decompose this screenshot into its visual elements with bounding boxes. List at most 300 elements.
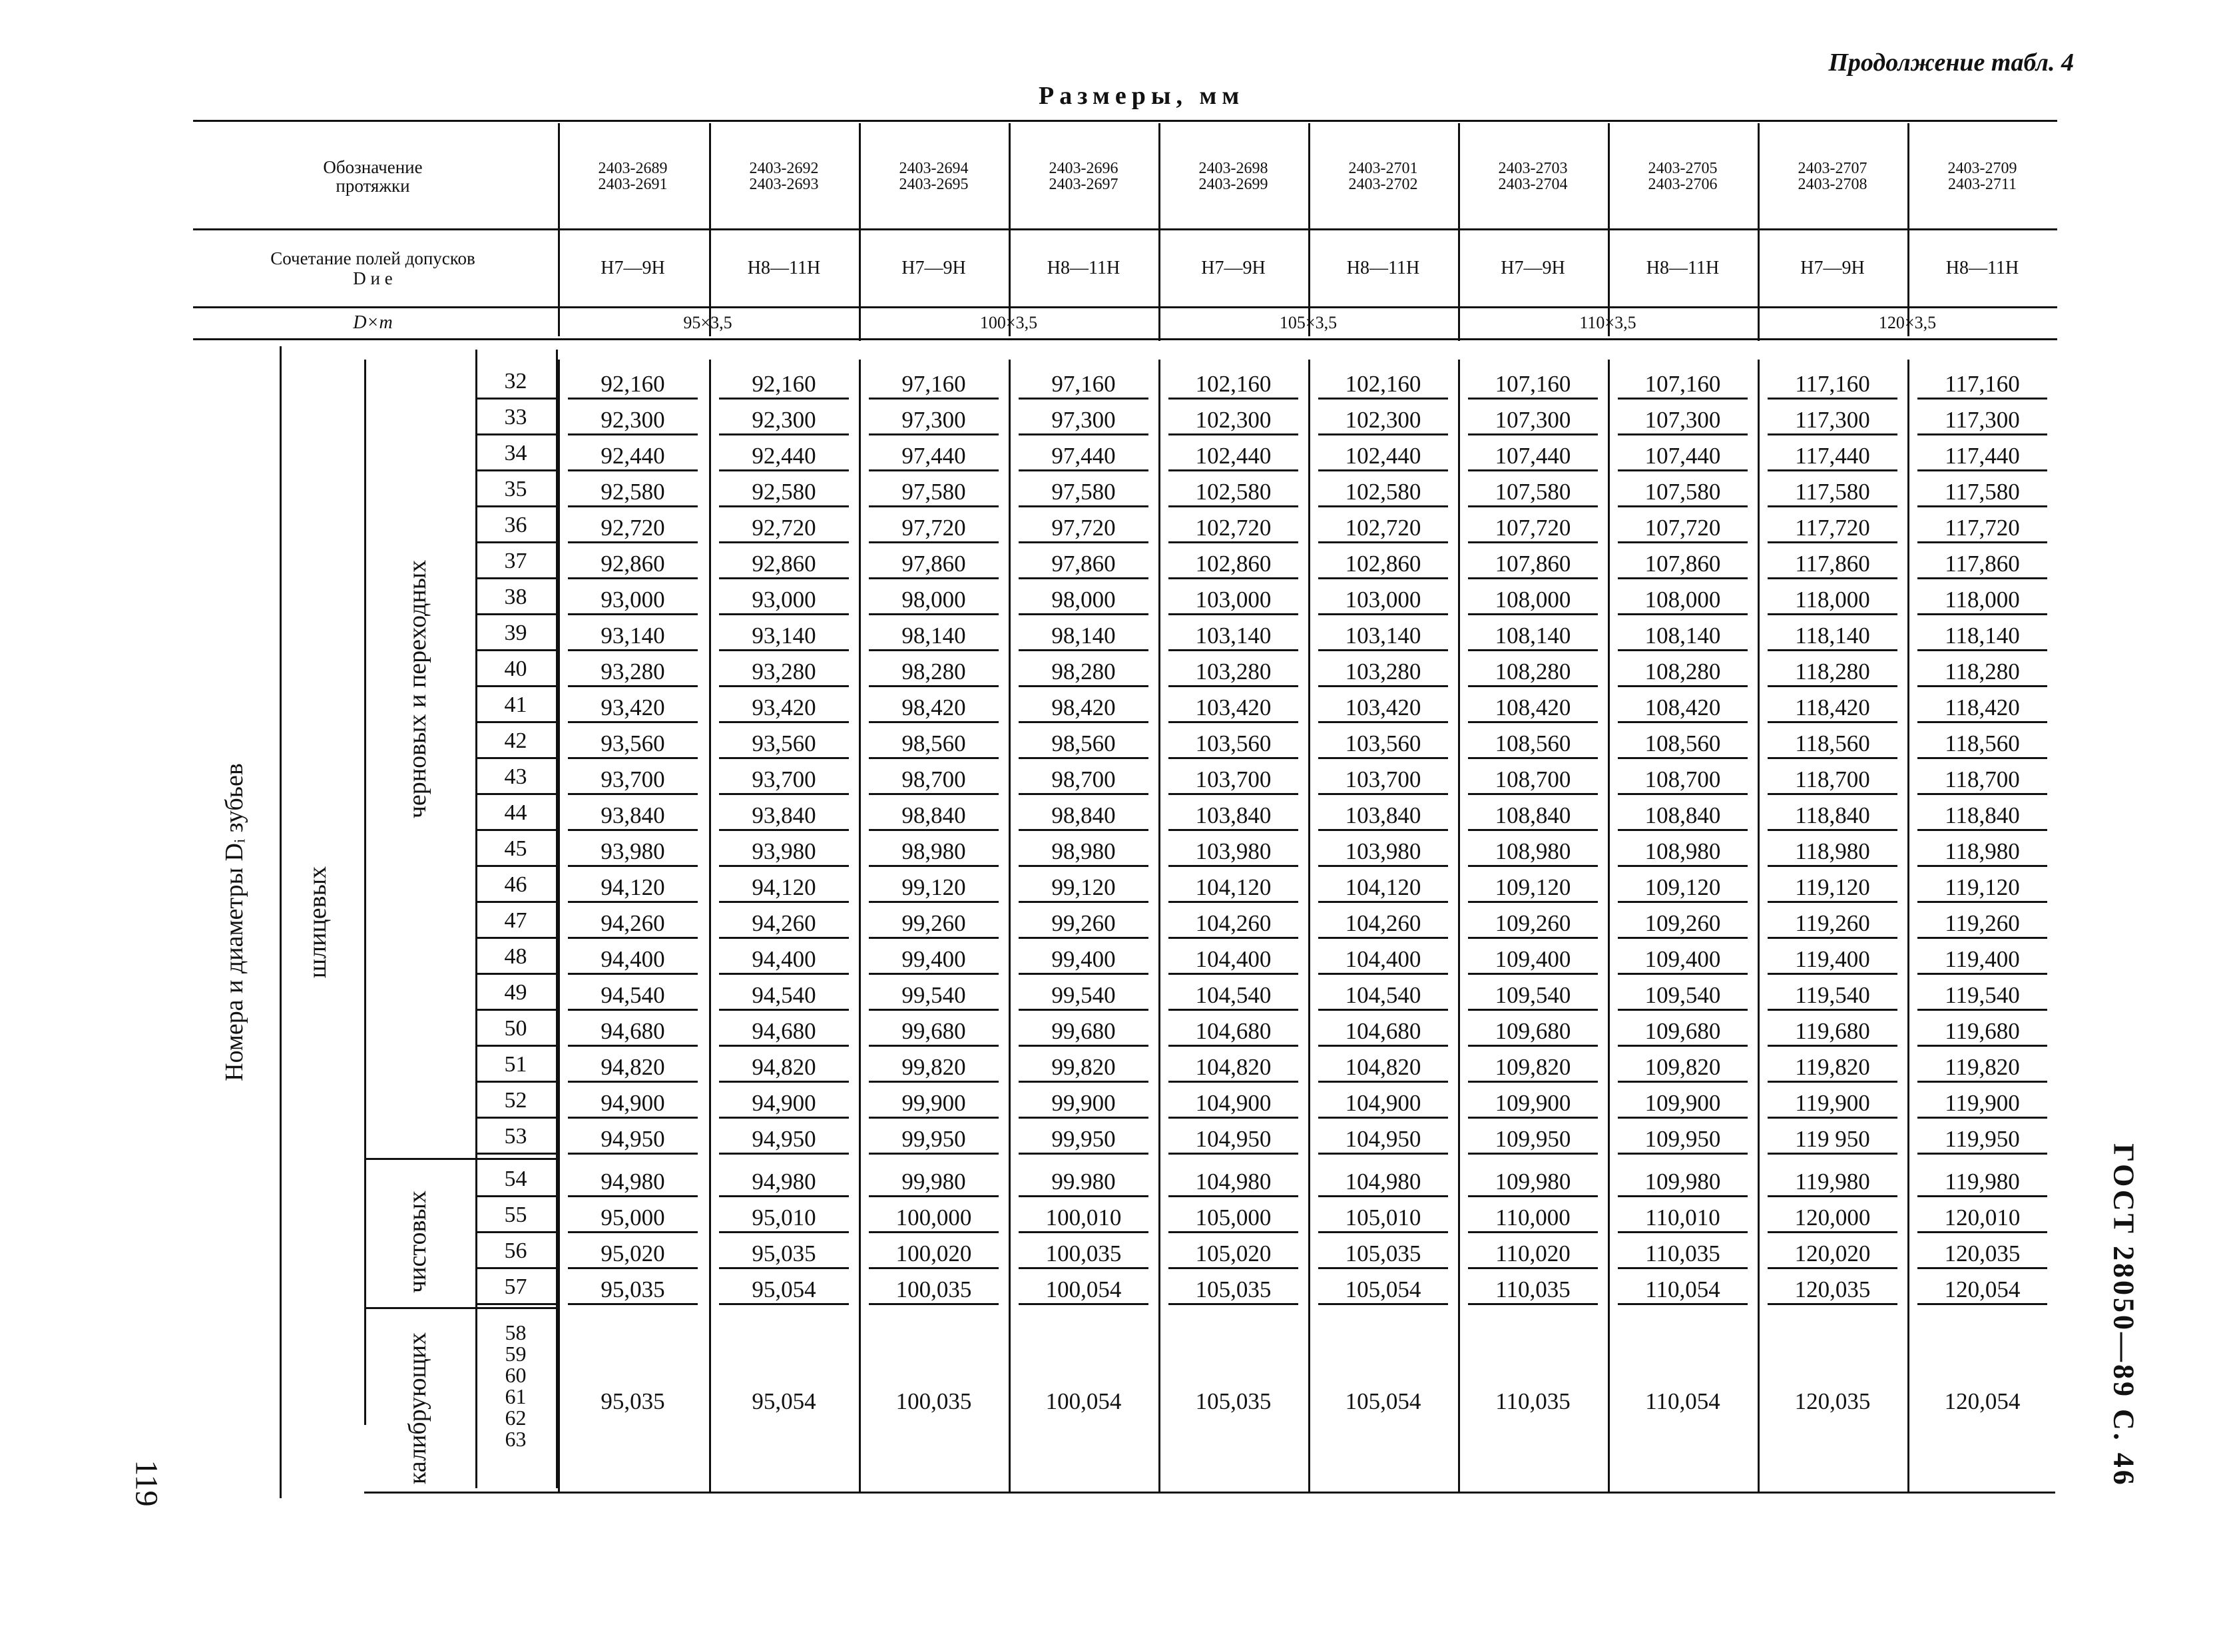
- rule-line: [1468, 793, 1598, 795]
- rule-line: [475, 1303, 556, 1305]
- header-tolerance-8: H7—9H: [1800, 257, 1865, 278]
- table-cell: 108,560: [1644, 730, 1721, 756]
- table-cell: 118,420: [1795, 694, 1870, 720]
- rule-line: [1917, 469, 2047, 471]
- table-cell: 119,980: [1795, 1169, 1870, 1195]
- table-cell: 118,700: [1795, 766, 1870, 792]
- table-cell: 98,140: [901, 623, 966, 649]
- rule-line: [1318, 1117, 1448, 1119]
- table-cell: 120,020: [1794, 1240, 1871, 1266]
- table-cell: 93,700: [752, 766, 816, 792]
- rule-line: [869, 1117, 999, 1119]
- rule-line: [1158, 360, 1160, 1492]
- rule-line: [1468, 865, 1598, 867]
- table-cell: 102,860: [1345, 551, 1421, 577]
- table-cell: 94,980: [752, 1169, 816, 1195]
- page-number: 119: [128, 1460, 164, 1507]
- rule-line: [719, 505, 849, 507]
- rule-line: [1019, 613, 1148, 615]
- rule-line: [1318, 1267, 1448, 1269]
- rule-line: [1019, 1267, 1148, 1269]
- rule-line: [475, 433, 556, 435]
- rule-line: [568, 1117, 698, 1119]
- rule-line: [568, 1231, 698, 1233]
- table-cell: 102,440: [1195, 443, 1272, 469]
- rule-line: [869, 721, 999, 723]
- table-cell: 119,120: [1795, 874, 1870, 900]
- table-cell: 108,420: [1644, 694, 1721, 720]
- rule-line: [1019, 505, 1148, 507]
- rule-line: [1318, 937, 1448, 939]
- rule-line: [568, 973, 698, 975]
- rule-line: [568, 721, 698, 723]
- rule-line: [719, 685, 849, 687]
- table-cell: 95,054: [752, 1276, 816, 1302]
- rule-line: [475, 973, 556, 975]
- left-label-finish: чистовых: [403, 1191, 431, 1293]
- table-cell: 109,820: [1495, 1054, 1571, 1080]
- rule-line: [1168, 1009, 1298, 1011]
- table-cell: 93,560: [601, 730, 665, 756]
- table-cell: 104,120: [1345, 874, 1421, 900]
- table-cell: 119,260: [1795, 910, 1870, 936]
- rule-line: [475, 649, 556, 651]
- table-cell: 119,540: [1945, 982, 2020, 1008]
- table-cell: 120,054: [1944, 1276, 2021, 1302]
- table-cell: 95,010: [752, 1205, 816, 1231]
- rule-line: [1917, 829, 2047, 831]
- table-cell: 98,420: [901, 694, 966, 720]
- table-cell: 92,860: [601, 551, 665, 577]
- rule-line: [1168, 1267, 1298, 1269]
- rule-line: [1618, 721, 1748, 723]
- rule-line: [1768, 1303, 1897, 1305]
- table-cell: 105,020: [1195, 1240, 1272, 1266]
- table-cell: 110,010: [1645, 1205, 1720, 1231]
- table-cell: 98,700: [1051, 766, 1116, 792]
- rule-line: [1019, 1303, 1148, 1305]
- rule-line: [1318, 649, 1448, 651]
- table-cell: 117,300: [1795, 407, 1870, 433]
- rule-line: [869, 685, 999, 687]
- rule-line: [1468, 1231, 1598, 1233]
- table-cell: 104,680: [1195, 1018, 1272, 1044]
- rule-line: [869, 901, 999, 903]
- table-cell: 97,720: [901, 515, 966, 541]
- rule-line: [719, 1081, 849, 1083]
- tooth-number: 40: [504, 657, 527, 681]
- table-cell: 95,020: [601, 1240, 665, 1266]
- table-cell: 107,580: [1644, 479, 1721, 505]
- table-cell: 98,980: [1051, 838, 1116, 864]
- table-cell: 102,300: [1345, 407, 1421, 433]
- table-cell: 94,120: [752, 874, 816, 900]
- table-cell: 118,980: [1945, 838, 2020, 864]
- table-cell: 118,280: [1795, 659, 1870, 685]
- table-cell: 108,700: [1495, 766, 1571, 792]
- table-cell: 103,700: [1195, 766, 1272, 792]
- table-cell: 103,980: [1345, 838, 1421, 864]
- table-cell: 92,440: [601, 443, 665, 469]
- rule-line: [1168, 577, 1298, 579]
- rule-line: [1618, 1081, 1748, 1083]
- rule-line: [1618, 1195, 1748, 1197]
- rule-line: [869, 865, 999, 867]
- table-cell: 120,035: [1944, 1240, 2021, 1266]
- rule-line: [568, 829, 698, 831]
- table-cell: 99,820: [901, 1054, 966, 1080]
- table-cell: 102,720: [1195, 515, 1272, 541]
- rule-line: [1318, 1081, 1448, 1083]
- rule-line: [1019, 829, 1148, 831]
- rule-line: [1768, 973, 1897, 975]
- table-cell: 108,700: [1644, 766, 1721, 792]
- table-cell: 94,900: [601, 1090, 665, 1116]
- rule-line: [1768, 649, 1897, 651]
- rule-line: [719, 1231, 849, 1233]
- table-cell: 100,000: [895, 1205, 972, 1231]
- table-cell: 119,400: [1945, 946, 2020, 972]
- rule-line: [568, 541, 698, 543]
- rule-line: [1468, 757, 1598, 759]
- table-cell: 92,160: [601, 371, 665, 397]
- rule-line: [869, 793, 999, 795]
- rule-line: [475, 577, 556, 579]
- rule-line: [1608, 360, 1610, 1492]
- rule-line: [869, 649, 999, 651]
- rule-line: [1618, 1153, 1748, 1155]
- table-cell: 104,400: [1345, 946, 1421, 972]
- table-cell: 93,140: [752, 623, 816, 649]
- header-designation-label: Обозначение протяжки: [323, 157, 423, 196]
- tooth-number: 51: [504, 1052, 527, 1077]
- table-cell: 103,840: [1195, 802, 1272, 828]
- table-cell: 98,560: [1051, 730, 1116, 756]
- header-dxm-4: 120×3,5: [1878, 313, 1937, 332]
- rule-line: [1318, 1045, 1448, 1047]
- rule-line: [1618, 1045, 1748, 1047]
- table-cell: 92,440: [752, 443, 816, 469]
- rule-line: [1917, 1009, 2047, 1011]
- table-cell: 105,010: [1345, 1205, 1421, 1231]
- table-cell: 97,300: [901, 407, 966, 433]
- rule-line: [1618, 685, 1748, 687]
- table-cell: 119,900: [1945, 1090, 2020, 1116]
- rule-line: [869, 541, 999, 543]
- rule-line: [568, 1153, 698, 1155]
- table-cell: 107,440: [1495, 443, 1571, 469]
- rule-line: [1768, 721, 1897, 723]
- rule-line: [475, 757, 556, 759]
- rule-line: [1019, 685, 1148, 687]
- rule-line: [568, 1009, 698, 1011]
- rule-line: [1019, 793, 1148, 795]
- tooth-number: 52: [504, 1088, 527, 1113]
- table-cell: 99,540: [1051, 982, 1116, 1008]
- table-cell: 93,280: [601, 659, 665, 685]
- table-cell: 118,280: [1945, 659, 2020, 685]
- table-cell: 120,000: [1794, 1205, 1871, 1231]
- rule-line: [1318, 541, 1448, 543]
- rule-line: [1468, 685, 1598, 687]
- table-cell: 92,580: [601, 479, 665, 505]
- header-tolerance-2: H7—9H: [901, 257, 966, 278]
- rule-line: [568, 505, 698, 507]
- rule-line: [709, 360, 711, 1492]
- table-cell: 98,000: [1051, 587, 1116, 613]
- rule-line: [869, 1303, 999, 1305]
- tooth-number: 36: [504, 513, 527, 537]
- rule-line: [1917, 398, 2047, 400]
- rule-line: [1458, 360, 1460, 1492]
- rule-line: [1019, 1195, 1148, 1197]
- table-cell: 109,120: [1495, 874, 1571, 900]
- rule-line: [1917, 1195, 2047, 1197]
- rule-line: [1318, 793, 1448, 795]
- table-cell: 99,400: [901, 946, 966, 972]
- rule-line: [1618, 1117, 1748, 1119]
- rule-line: [1168, 1081, 1298, 1083]
- rule-line: [1768, 757, 1897, 759]
- table-cell: 99,900: [1051, 1090, 1116, 1116]
- calibrating-value: 110,054: [1645, 1388, 1720, 1414]
- table-cell: 119,540: [1795, 982, 1870, 1008]
- rule-line: [1917, 1081, 2047, 1083]
- table-cell: 119,820: [1795, 1054, 1870, 1080]
- rule-line: [1917, 1045, 2047, 1047]
- rule-line: [1768, 1267, 1897, 1269]
- rule-line: [869, 1267, 999, 1269]
- tooth-number: 45: [504, 836, 527, 861]
- table-cell: 102,580: [1195, 479, 1272, 505]
- rule-line: [475, 721, 556, 723]
- rule-line: [869, 973, 999, 975]
- table-cell: 104,540: [1345, 982, 1421, 1008]
- table-cell: 103,140: [1345, 623, 1421, 649]
- table-cell: 98,140: [1051, 623, 1116, 649]
- standard-side-title: ГОСТ 28050—89 С. 46: [2107, 1143, 2140, 1488]
- rule-line: [869, 433, 999, 435]
- table-cell: 117,440: [1945, 443, 2020, 469]
- table-cell: 119,260: [1945, 910, 2020, 936]
- table-cell: 98,560: [901, 730, 966, 756]
- table-cell: 110,035: [1645, 1240, 1720, 1266]
- rule-line: [1917, 613, 2047, 615]
- table-cell: 93,700: [601, 766, 665, 792]
- rule-line: [1618, 1009, 1748, 1011]
- rule-line: [1168, 757, 1298, 759]
- left-label-calibrating: калибрующих: [403, 1332, 431, 1485]
- rule-line: [1468, 937, 1598, 939]
- table-cell: 104,820: [1345, 1054, 1421, 1080]
- rule-line: [1917, 1231, 2047, 1233]
- tooth-number: 38: [504, 585, 527, 609]
- table-cell: 94,680: [601, 1018, 665, 1044]
- table-cell: 109,950: [1495, 1126, 1571, 1152]
- rule-line: [475, 469, 556, 471]
- table-cell: 109,680: [1495, 1018, 1571, 1044]
- rule-line: [1019, 398, 1148, 400]
- table-cell: 109,260: [1644, 910, 1721, 936]
- rule-line: [1318, 1195, 1448, 1197]
- rule-line: [869, 1195, 999, 1197]
- table-cell: 118,140: [1945, 623, 2020, 649]
- rule-line: [719, 1303, 849, 1305]
- tooth-number: 56: [504, 1239, 527, 1263]
- table-cell: 98,700: [901, 766, 966, 792]
- rule-line: [1618, 505, 1748, 507]
- rule-line: [1917, 577, 2047, 579]
- table-cell: 104,400: [1195, 946, 1272, 972]
- rule-line: [1758, 360, 1760, 1492]
- rule-line: [1468, 577, 1598, 579]
- rule-line: [719, 901, 849, 903]
- rule-line: [1468, 613, 1598, 615]
- rule-line: [1468, 901, 1598, 903]
- table-cell: 108,140: [1495, 623, 1571, 649]
- rule-line: [719, 865, 849, 867]
- table-cell: 102,860: [1195, 551, 1272, 577]
- rule-line: [1168, 433, 1298, 435]
- header-tolerance-5: H8—11H: [1346, 257, 1420, 278]
- rule-line: [364, 1158, 557, 1160]
- rule-line: [1768, 1009, 1897, 1011]
- table-cell: 107,720: [1495, 515, 1571, 541]
- header-dxm-0: 95×3,5: [683, 313, 732, 332]
- table-cell: 93,420: [601, 694, 665, 720]
- table-cell: 94,400: [601, 946, 665, 972]
- rule-line: [1768, 1117, 1897, 1119]
- rule-line: [1318, 973, 1448, 975]
- rule-line: [719, 1009, 849, 1011]
- rule-line: [719, 937, 849, 939]
- rule-line: [193, 338, 2057, 340]
- rule-line: [1468, 541, 1598, 543]
- table-cell: 99,680: [901, 1018, 966, 1044]
- rule-line: [475, 1153, 556, 1155]
- table-cell: 108,560: [1495, 730, 1571, 756]
- table-cell: 108,000: [1644, 587, 1721, 613]
- table-cell: 118,700: [1945, 766, 2020, 792]
- rule-line: [1768, 469, 1897, 471]
- rule-line: [1318, 613, 1448, 615]
- rule-line: [1618, 937, 1748, 939]
- tooth-number: 37: [504, 549, 527, 573]
- table-cell: 102,580: [1345, 479, 1421, 505]
- tooth-number: 55: [504, 1203, 527, 1227]
- rule-line: [1019, 973, 1148, 975]
- rule-line: [1318, 1153, 1448, 1155]
- rule-line: [1168, 649, 1298, 651]
- rule-line: [568, 865, 698, 867]
- tooth-number: 50: [504, 1016, 527, 1041]
- table-cell: 92,720: [752, 515, 816, 541]
- rule-line: [1468, 1045, 1598, 1047]
- rule-line: [1468, 1267, 1598, 1269]
- rule-line: [869, 613, 999, 615]
- table-cell: 93,980: [752, 838, 816, 864]
- table-cell: 109,120: [1644, 874, 1721, 900]
- rule-line: [568, 433, 698, 435]
- calibrating-value: 95,035: [601, 1388, 665, 1414]
- table-cell: 117,580: [1945, 479, 2020, 505]
- rule-line: [1917, 1267, 2047, 1269]
- table-cell: 108,420: [1495, 694, 1571, 720]
- rule-line: [475, 1117, 556, 1119]
- rule-line: [719, 577, 849, 579]
- table-cell: 97,720: [1051, 515, 1116, 541]
- table-cell: 93,420: [752, 694, 816, 720]
- table-cell: 104,680: [1345, 1018, 1421, 1044]
- rule-line: [1019, 1231, 1148, 1233]
- table-cell: 100,035: [895, 1276, 972, 1302]
- rule-line: [1768, 937, 1897, 939]
- rule-line: [475, 1267, 556, 1269]
- rule-line: [475, 1045, 556, 1047]
- rule-line: [1468, 973, 1598, 975]
- rule-line: [1318, 433, 1448, 435]
- rule-line: [193, 228, 2057, 230]
- table-cell: 99,260: [901, 910, 966, 936]
- table-cell: 92,300: [752, 407, 816, 433]
- rule-line: [1468, 649, 1598, 651]
- table-cell: 92,160: [752, 371, 816, 397]
- rule-line: [1168, 505, 1298, 507]
- table-cell: 118,000: [1945, 587, 2020, 613]
- rule-line: [1019, 865, 1148, 867]
- rule-line: [568, 577, 698, 579]
- rule-line: [1318, 829, 1448, 831]
- table-cell: 118,560: [1795, 730, 1870, 756]
- table-cell: 97,860: [1051, 551, 1116, 577]
- table-cell: 93,280: [752, 659, 816, 685]
- rule-line: [719, 541, 849, 543]
- rule-line: [719, 433, 849, 435]
- rule-line: [1468, 1081, 1598, 1083]
- table-cell: 108,840: [1495, 802, 1571, 828]
- rule-line: [1019, 721, 1148, 723]
- rule-line: [1618, 901, 1748, 903]
- rule-line: [1318, 685, 1448, 687]
- table-cell: 93,560: [752, 730, 816, 756]
- rule-line: [1168, 1303, 1298, 1305]
- table-cell: 103,980: [1195, 838, 1272, 864]
- rule-line: [475, 937, 556, 939]
- rule-line: [1168, 901, 1298, 903]
- header-dxm-1: 100×3,5: [979, 313, 1038, 332]
- rule-line: [1168, 613, 1298, 615]
- table-cell: 99.980: [1051, 1169, 1116, 1195]
- table-cell: 100,035: [1045, 1240, 1122, 1266]
- rule-line: [1917, 685, 2047, 687]
- table-cell: 118,980: [1795, 838, 1870, 864]
- rule-line: [1168, 1045, 1298, 1047]
- table-cell: 92,580: [752, 479, 816, 505]
- rule-line: [1468, 1009, 1598, 1011]
- rule-line: [1468, 469, 1598, 471]
- rule-line: [364, 1492, 2055, 1494]
- rule-line: [1168, 469, 1298, 471]
- rule-line: [1468, 1153, 1598, 1155]
- table-cell: 105,054: [1345, 1276, 1421, 1302]
- table-cell: 109,260: [1495, 910, 1571, 936]
- rule-line: [869, 398, 999, 400]
- rule-line: [568, 649, 698, 651]
- rule-line: [1768, 1081, 1897, 1083]
- table-cell: 95,035: [601, 1276, 665, 1302]
- table-cell: 109,540: [1644, 982, 1721, 1008]
- rule-line: [1168, 793, 1298, 795]
